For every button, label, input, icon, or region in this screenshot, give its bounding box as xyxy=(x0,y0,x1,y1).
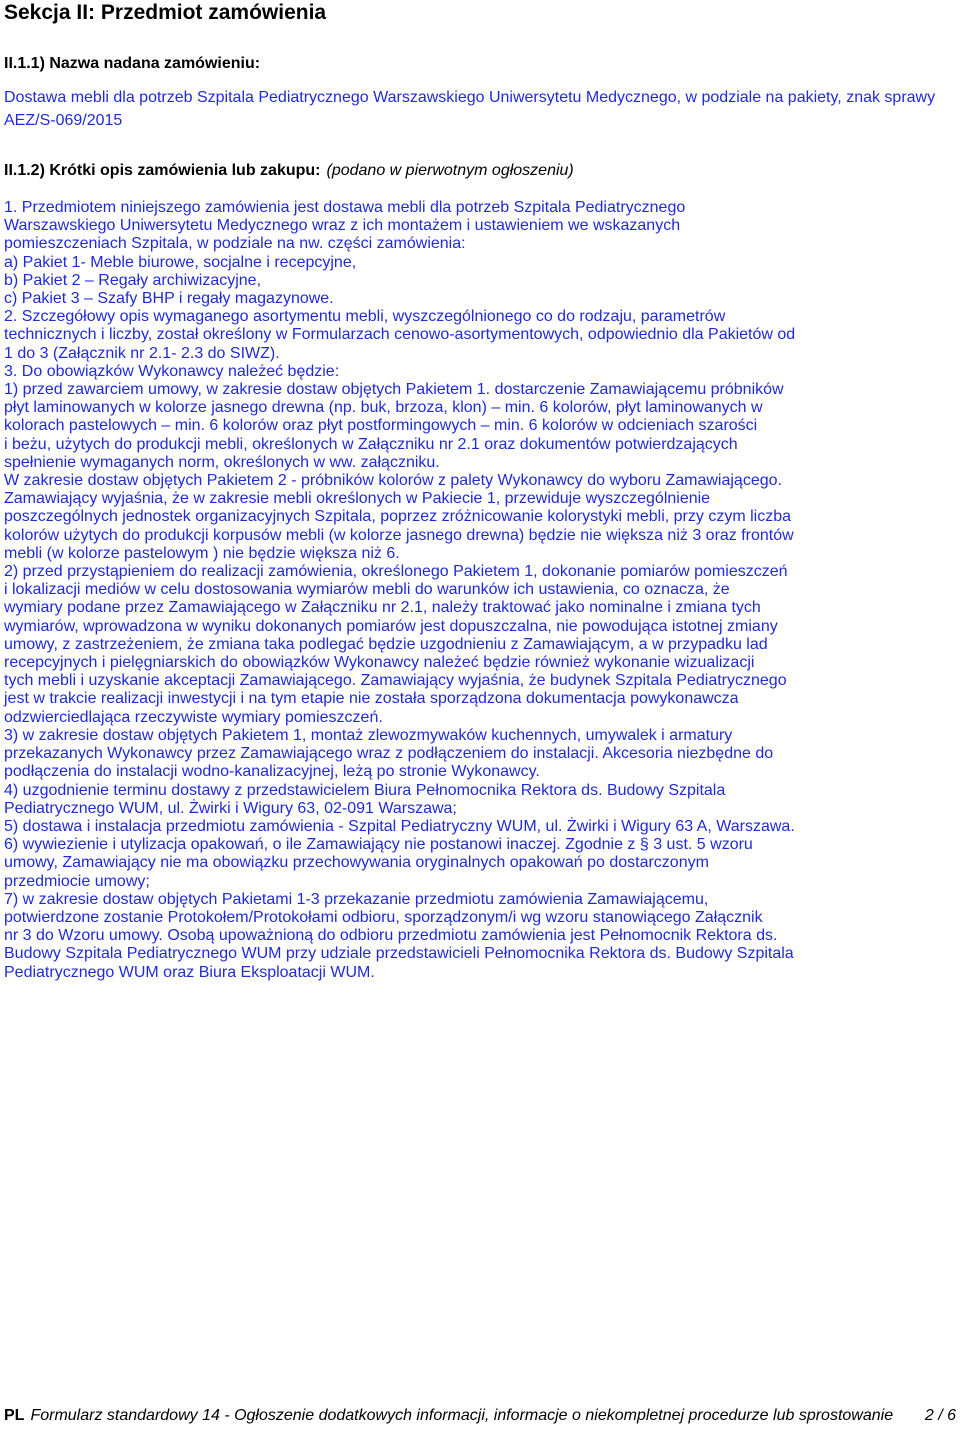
description-line: 2) przed przystąpieniem do realizacji zamówienia, określonego Pakietem 1, dokonanie pomiarów pomieszczeń xyxy=(4,563,788,581)
description-line: 1. Przedmiotem niniejszego zamówienia jest dostawa mebli dla potrzeb Szpitala Pediatrycznego xyxy=(4,199,686,216)
contract-name-value: Dostawa mebli dla potrzeb Szpitala Pediatrycznego Warszawskiego Uniwersytetu Medycznego, w podziale na pakiety, znak sprawy AEZ/S-069/2015 xyxy=(4,89,936,129)
description-line: 3) w zakresie dostaw objętych Pakietem 1, montaż zlewozmywaków kuchennych, umywalek i armatury xyxy=(4,726,733,744)
description-line: 2. Szczegółowy opis wymaganego asortymentu mebli, wyszczególnionego co do rodzaju, parametrów xyxy=(4,308,726,326)
description-line: podłączenia do instalacji wodno-kanalizacyjnej, leżą po stronie Wykonawcy. xyxy=(4,763,540,781)
description-line: płyt laminowanych w kolorze jasnego drewna (np. buk, brzoza, klon) – min. 6 kolorów, płyt laminowanych w xyxy=(4,399,763,417)
description-line: Budowy Szpitala Pediatrycznego WUM przy udziale przedstawicieli Pełnomocnika Rektora ds. Budowy Szpitala xyxy=(4,945,794,963)
description-line: Pediatrycznego WUM, ul. Żwirki i Wigury 63, 02-091 Warszawa; xyxy=(4,799,457,817)
description-line: Pediatrycznego WUM oraz Biura Eksploatacji WUM. xyxy=(4,963,375,981)
description-line: recepcyjnych i pielęgniarskich do obowiązków Wykonawcy należeć będzie również wykonanie wizualizacji xyxy=(4,654,755,672)
footer-language: PL xyxy=(4,1407,25,1424)
description-line: wymiarów, wprowadzona w wyniku dokonanych pomiarów jest dopuszczalna, nie powodująca istotnej zmiany xyxy=(4,617,778,635)
description-line: a) Pakiet 1- Meble biurowe, socjalne i recepcyjne, xyxy=(4,253,357,271)
description-line: Warszawskiego Uniwersytetu Medycznego wraz z ich montażem i ustawieniem we wskazanych xyxy=(4,217,681,235)
description-label xyxy=(4,161,574,181)
description-body xyxy=(4,199,956,982)
description-line: poszczególnych jednostek organizacyjnych Szpitala, poprzez zróżnicowanie kolorystyki mebli, przy czym liczba xyxy=(4,508,792,526)
page-footer xyxy=(4,1406,956,1426)
description-line: tych mebli i uzyskanie akceptacji Zamawiającego. Zamawiający wyjaśnia, że budynek Szpitala Pediatrycznego xyxy=(4,672,787,690)
description-line: 5) dostawa i instalacja przedmiotu zamówienia - Szpital Pediatryczny WUM, ul. Żwirki i Wigury 63 A, Warszawa. xyxy=(4,817,795,835)
footer-form-title: Formularz standardowy 14 - Ogłoszenie dodatkowych informacji, informacje o niekompletnej procedurze lub sprostowanie xyxy=(30,1407,894,1424)
name-label: II.1.1) Nazwa nadana zamówieniu: xyxy=(4,55,261,72)
description-note: (podano w pierwotnym ogłoszeniu) xyxy=(326,162,574,179)
description-line: nr 3 do Wzoru umowy. Osobą upoważnioną do odbioru przedmiotu zamówienia jest Pełnomocnik Rektora ds. xyxy=(4,927,778,945)
description-line: przekazanych Wykonawcy przez Zamawiającego wraz z podłączeniem do instalacji. Akcesoria niezbędne do xyxy=(4,745,774,763)
description-line: Zamawiający wyjaśnia, że w zakresie mebli określonych w Pakiecie 1, przewiduje wyszczególnienie xyxy=(4,490,711,508)
description-line: jest w trakcie realizacji inwestycji i na tym etapie nie została sporządzona dokumentacja powykonawcza xyxy=(4,690,739,708)
description-line: kolorów użytych do produkcji korpusów mebli (w kolorze jasnego drewna) będzie nie większa niż 3 oraz frontów xyxy=(4,526,794,544)
description-line: i lokalizacji mediów w celu dostosowania wymiarów mebli do warunków ich ustawienia, co oznacza, że xyxy=(4,581,730,599)
description-line: pomieszczeniach Szpitala, w podziale na nw. części zamówienia: xyxy=(4,235,466,253)
description-line: przedmiocie umowy; xyxy=(4,872,150,890)
description-line: i beżu, użytych do produkcji mebli, określonych w Załączniku nr 2.1 oraz dokumentów potwierdzających xyxy=(4,435,738,453)
description-line: c) Pakiet 3 – Szafy BHP i regały magazynowe. xyxy=(4,290,334,308)
description-line: mebli (w kolorze pastelowym ) nie będzie większa niż 6. xyxy=(4,544,400,562)
description-label-text: II.1.2) Krótki opis zamówienia lub zakupu: xyxy=(4,162,321,179)
description-line: 7) w zakresie dostaw objętych Pakietami 1-3 przekazanie przedmiotu zamówienia Zamawiającemu, xyxy=(4,890,709,908)
description-line: odzwierciedlająca rzeczywiste wymiary pomieszczeń. xyxy=(4,708,383,726)
description-line: 6) wywiezienie i utylizacja opakowań, o ile Zamawiający nie postanowi inaczej. Zgodnie z § 3 ust. 5 wzoru xyxy=(4,836,753,854)
description-line: W zakresie dostaw objętych Pakietem 2 - próbników kolorów z palety Wykonawcy do wyboru Zamawiającego. xyxy=(4,472,782,490)
description-line: umowy, z zastrzeżeniem, że zmiana taka podlegać będzie uzgodnieniu z Zamawiającym, a w przypadku lad xyxy=(4,635,768,653)
description-line: kolorach pastelowych – min. 6 kolorów oraz płyt postformingowych – min. 6 kolorów w odcieniach szarości xyxy=(4,417,758,435)
description-line: 3. Do obowiązków Wykonawcy należeć będzie: xyxy=(4,362,340,380)
description-line: 1) przed zawarciem umowy, w zakresie dostaw objętych Pakietem 1. dostarczenie Zamawiającemu próbników xyxy=(4,381,784,399)
description-line: 4) uzgodnienie terminu dostawy z przedstawicielem Biura Pełnomocnika Rektora ds. Budowy Szpitala xyxy=(4,781,726,799)
description-line: umowy, Zamawiający nie ma obowiązku przechowywania oryginalnych opakowań po dostarczonym xyxy=(4,854,709,872)
footer-page-number: 2 / 6 xyxy=(924,1407,956,1424)
description-line: 1 do 3 (Załącznik nr 2.1- 2.3 do SIWZ). xyxy=(4,344,280,362)
section-title: Sekcja II: Przedmiot zamówienia xyxy=(4,1,327,24)
description-line: wymiary podane przez Zamawiającego w Załączniku nr 2.1, należy traktować jako nominalne i zmiana tych xyxy=(4,599,761,617)
description-line: technicznych i liczby, został określony w Formularzach cenowo-asortymentowych, odpowiednio dla Pakietów od xyxy=(4,326,796,344)
description-line: b) Pakiet 2 – Regały archiwizacyjne, xyxy=(4,271,262,289)
description-line: potwierdzone zostanie Protokołem/Protokołami odbioru, sporządzonym/i wg wzoru stanowiącego Załącznik xyxy=(4,908,763,926)
description-line: spełnienie wymaganych norm, określonych w ww. załączniku. xyxy=(4,453,440,471)
